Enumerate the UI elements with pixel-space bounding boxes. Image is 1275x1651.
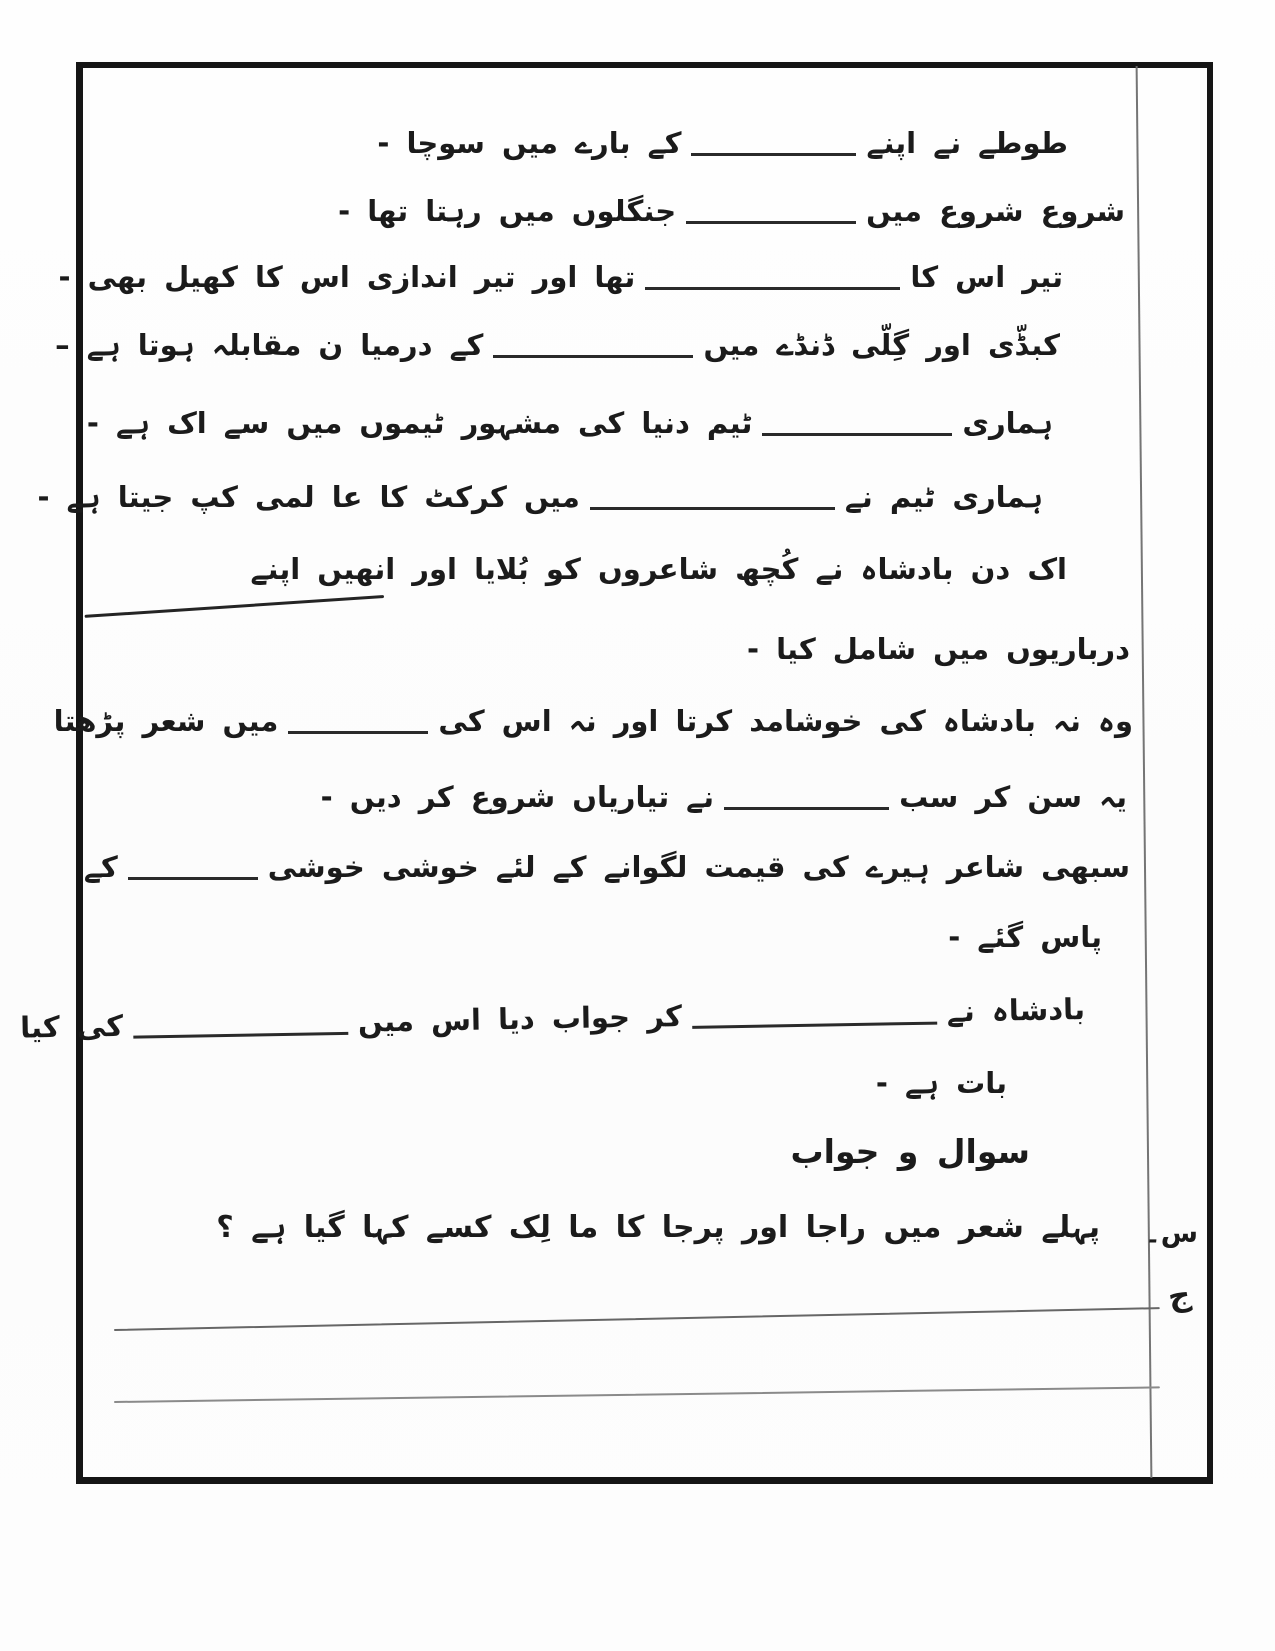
line-text: کے درمیا ن مقابلہ ہوتا ہے – — [55, 328, 484, 362]
worksheet-fill-line — [38, 478, 1043, 517]
blank-slot — [288, 715, 428, 734]
line-text: شروع شروع میں — [866, 194, 1125, 228]
blank-slot — [590, 491, 835, 510]
line-text: کے بارے میں سوچا - — [377, 126, 682, 160]
worksheet-fill-line — [747, 630, 1130, 669]
line-text: پہلے شعر میں راجا اور پرجا کا ما لِک کسے کہا گیا ہے ؟ — [216, 1210, 1100, 1245]
worksheet-fill-line — [59, 258, 1063, 297]
line-text: یہ سن کر سب — [899, 780, 1127, 814]
line-text: کے — [83, 850, 118, 884]
blank-slot — [692, 1006, 937, 1029]
blank-slot — [691, 137, 856, 156]
worksheet-fill-line — [84, 848, 1130, 887]
section-heading — [790, 1130, 1030, 1175]
blank-slot — [133, 1016, 348, 1039]
worksheet-fill-line — [251, 550, 1067, 589]
line-text: بادشاہ نے — [946, 992, 1086, 1029]
line-text: جنگلوں میں رہتا تھا - — [338, 194, 677, 228]
question-marker: س۔ — [1144, 1218, 1198, 1249]
worksheet-fill-line — [321, 778, 1127, 817]
question-line — [216, 1208, 1100, 1249]
blank-slot — [645, 271, 900, 290]
line-text: کر جواب دیا اس میں — [357, 999, 683, 1039]
line-text: ہماری — [962, 406, 1053, 440]
line-text: وہ نہ بادشاہ کی خوشامد کرتا اور نہ اس کی — [438, 704, 1133, 738]
worksheet-fill-line — [948, 918, 1102, 957]
line-text: پاس گئے - — [948, 920, 1102, 954]
line-text: ٹیم دنیا کی مشہور ٹیموں میں سے اک ہے - — [86, 406, 753, 440]
line-text: اک دن بادشاہ نے کُچھ شاعروں کو بُلایا اور انھیں اپنے — [250, 552, 1067, 586]
line-text: تیر اس کا — [910, 260, 1063, 294]
line-text: درباریوں میں شامل کیا - — [746, 632, 1130, 666]
line-text: بات ہے - — [875, 1066, 1007, 1100]
line-text: سوال و جواب — [790, 1132, 1030, 1171]
line-text: تھا اور تیر اندازی اس کا کھیل بھی - — [58, 260, 636, 294]
blank-slot — [128, 861, 258, 880]
line-text: میں شعر پڑھتا — [53, 704, 279, 738]
line-text: طوطے نے اپنے — [866, 126, 1068, 160]
blank-slot — [762, 417, 952, 436]
worksheet-fill-line — [377, 124, 1068, 163]
blank-slot — [724, 791, 889, 810]
worksheet-fill-line — [54, 702, 1133, 741]
worksheet-fill-line — [338, 192, 1125, 231]
worksheet-fill-line — [87, 404, 1053, 443]
line-text: سبھی شاعر ہیرے کی قیمت لگوانے کے لئے خوشی خوشی — [267, 850, 1130, 884]
blank-slot — [493, 339, 693, 358]
line-text: نے تیاریاں شروع کر دیں - — [320, 780, 715, 814]
line-text: میں کرکٹ کا عا لمی کپ جیتا ہے - — [37, 480, 580, 514]
line-text: کبڈّی اور گِلّی ڈنڈے میں — [703, 328, 1060, 362]
answer-marker: ج — [1164, 1276, 1193, 1316]
worksheet-fill-line — [876, 1064, 1007, 1103]
worksheet-fill-line — [55, 326, 1060, 365]
line-text: ہماری ٹیم نے — [844, 480, 1043, 514]
line-text: کی کیا — [19, 1008, 124, 1045]
blank-slot — [686, 205, 856, 224]
